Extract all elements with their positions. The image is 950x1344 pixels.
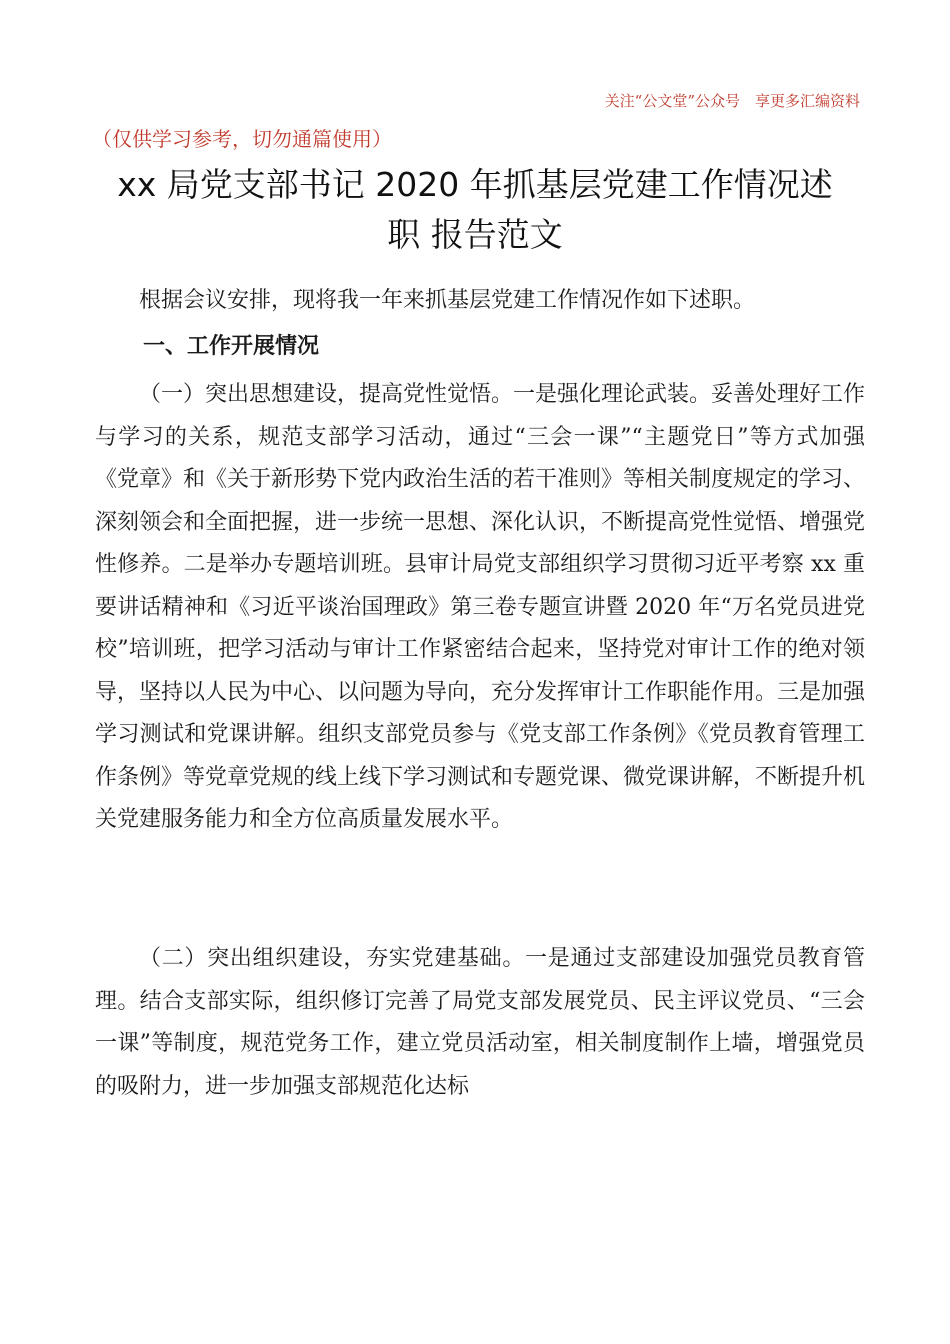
document-title [80,160,870,260]
intro-block [95,280,865,323]
paragraph-block-1 [95,374,865,842]
paragraph-block-2 [95,938,865,1108]
document-title-line-2: 职 报告范文 [387,215,563,254]
document-title-line-1: xx 局党支部书记 2020 年抓基层党建工作情况述 [117,165,833,204]
disclaimer-note: （仅供学习参考，切勿通篇使用） [92,127,392,151]
header-promo-note: 关注“公文堂”公众号 享更多汇编资料 [604,92,860,110]
body-paragraph-1: （一）突出思想建设，提高党性觉悟。一是强化理论武装。妥善处理好工作与学习的关系，规范支部学习活动，通过“三会一课”“主题党日”等方式加强《党章》和《关于新形势下党内政治生活的若干准则》等相关制度规定的学习、深刻领会和全面把握，进一步统一思想、深化认识，不断提高党性觉悟、增强党性修养。二是举办专题培训班。县审计局党支部组织学习贯彻习近平考察 xx 重要讲话精神和《习近平谈治国理政》第三卷专题宣讲暨 2020 年“万名党员进党校”培训班，把学习活动与审计工作紧密结合起来，坚持党对审计工作的绝对领导，坚持以人民为中心、以问题为导向，充分发挥审计工作职能作用。三是加强学习测试和党课讲解。组织支部党员参与《党支部工作条例》《党员教育管理工作条例》等党章党规的线上线下学习测试和专题党课、微党课讲解，不断提升机关党建服务能力和全方位高质量发展水平。 [95,382,866,832]
body-paragraph-2: （二）突出组织建设，夯实党建基础。一是通过支部建设加强党员教育管理。结合支部实际，组织修订完善了局党支部发展党员、民主评议党员、“三会一课”等制度，规范党务工作，建立党员活动室，相关制度制作上墙，增强党员的吸附力，进一步加强支部规范化达标 [95,946,865,1099]
intro-paragraph: 根据会议安排，现将我一年来抓基层党建工作情况作如下述职。 [139,288,756,313]
section-heading-1: 一、工作开展情况 [143,334,320,359]
